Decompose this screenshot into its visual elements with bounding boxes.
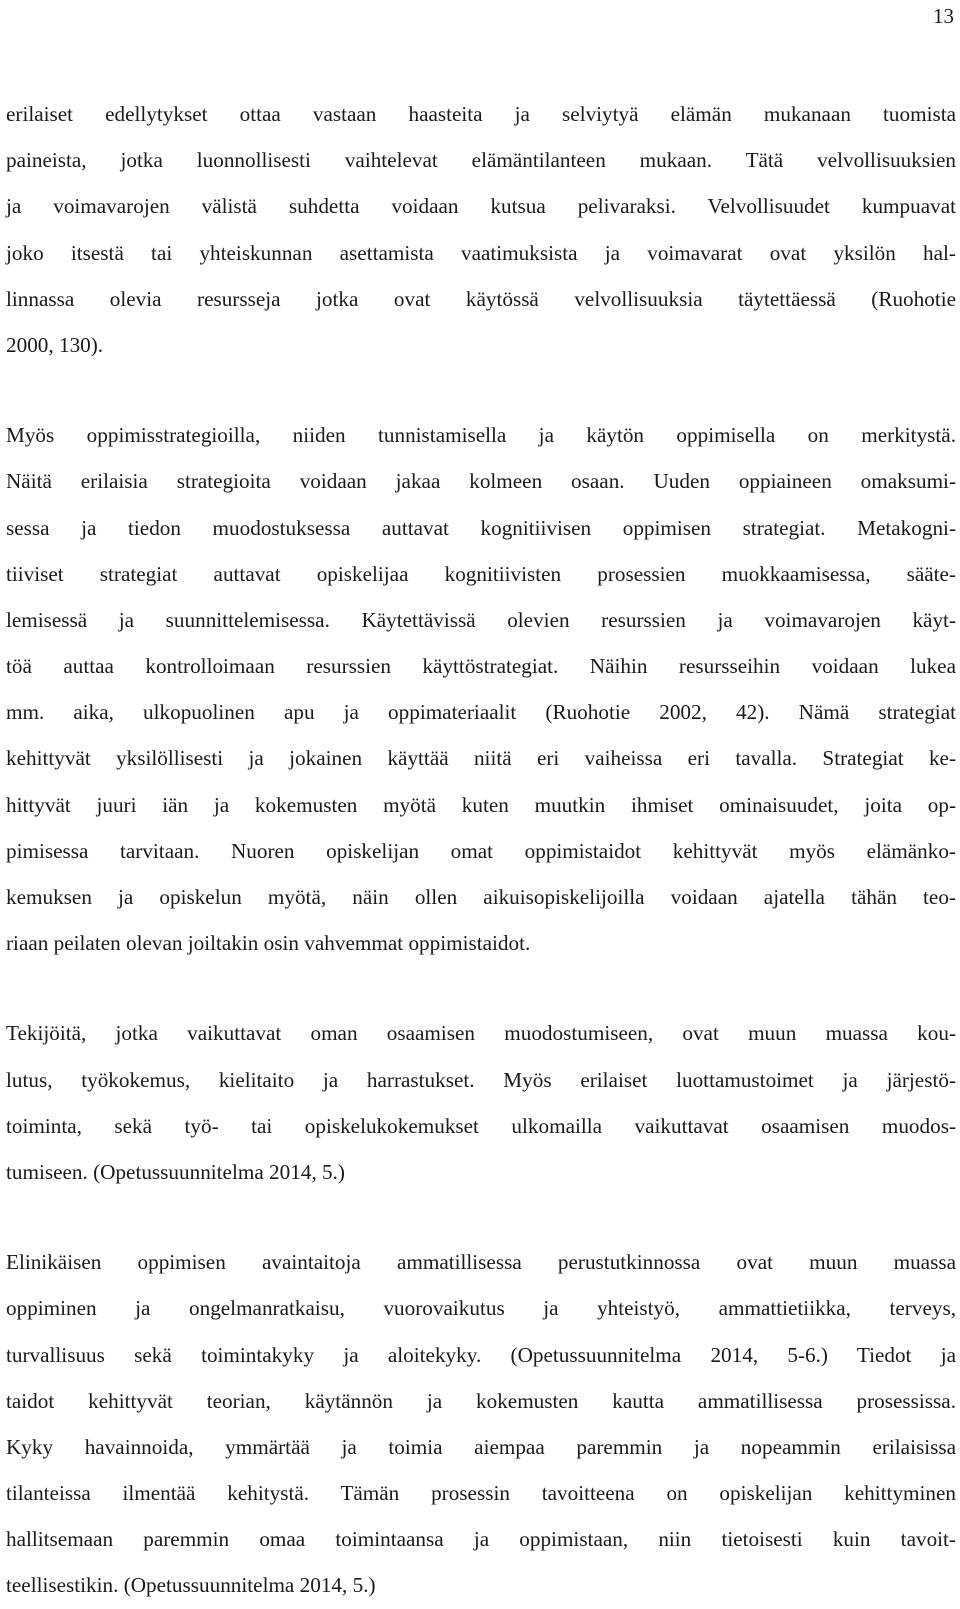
text-line: kehittyvät yksilöllisesti ja jokainen käyttää niitä eri vaiheissa eri tavalla. Strategiat ke- [6,746,956,771]
text-line: Kyky havainnoida, ymmärtää ja toimia aiempaa paremmin ja nopeammin erilaisissa [6,1434,956,1459]
text-line: riaan peilaten olevan joiltakin osin vahvemmat oppimistaidot. [6,931,531,956]
paragraph-2 [6,412,956,966]
text-line: lutus, työkokemus, kielitaito ja harrastukset. Myös erilaiset luottamustoimet ja järjestö- [6,1067,956,1092]
text-line: taidot kehittyvät teorian, käytännön ja kokemusten kautta ammatillisessa prosessissa. [6,1388,956,1413]
text-line: lemisessä ja suunnittelemisessa. Käytettävissä olevien resurssien ja voimavarojen käyt- [6,607,956,632]
text-line: 2000, 130). [6,332,104,357]
text-line: kemuksen ja opiskelun myötä, näin ollen aikuisopiskelijoilla voidaan ajatella tähän teo- [6,885,956,909]
text-line: erilaiset edellytykset ottaa vastaan haasteita ja selviytyä elämän mukanaan tuomista [6,102,956,126]
text-line: pimisessa tarvitaan. Nuoren opiskelijan omat oppimistaidot kehittyvät myös elämänko- [6,838,956,863]
text-line: Elinikäisen oppimisen avaintaitoja ammatillisessa perustutkinnossa ovat muun muassa [6,1250,956,1275]
text-line: teellisestikin. (Opetussuunnitelma 2014, 5.) [6,1573,376,1598]
paragraph-1 [6,91,956,368]
page-number: 13 [933,4,954,28]
text-line: tumiseen. (Opetussuunnitelma 2014, 5.) [6,1159,345,1184]
text-line: toiminta, sekä työ- tai opiskelukokemukset ulkomailla vaikuttavat osaamisen muodos- [6,1113,956,1138]
paragraph-3 [6,1010,956,1195]
text-line: tiiviset strategiat auttavat opiskelijaa kognitiivisten prosessien muokkaamisessa, sääte- [6,561,956,586]
text-line: ja voimavarojen välistä suhdetta voidaan kutsua pelivaraksi. Velvollisuudet kumpuavat [6,194,956,219]
text-line: oppiminen ja ongelmanratkaisu, vuorovaikutus ja yhteistyö, ammattietiikka, terveys, [6,1296,956,1321]
text-line: mm. aika, ulkopuolinen apu ja oppimateriaalit (Ruohotie 2002, 42). Nämä strategiat [6,700,956,725]
text-line: Myös oppimisstrategioilla, niiden tunnistamisella ja käytön oppimisella on merkitystä. [6,423,956,448]
text-line: turvallisuus sekä toimintakyky ja aloitekyky. (Opetussuunnitelma 2014, 5-6.) Tiedot ja [6,1342,956,1367]
document-body [6,91,956,1609]
text-line: töä auttaa kontrolloimaan resurssien käyttöstrategiat. Näihin resursseihin voidaan lukea [6,654,956,679]
text-line: tilanteissa ilmentää kehitystä. Tämän prosessin tavoitteena on opiskelijan kehittyminen [6,1481,956,1506]
text-line: Tekijöitä, jotka vaikuttavat oman osaamisen muodostumiseen, ovat muun muassa kou- [6,1021,956,1046]
text-line: Näitä erilaisia strategioita voidaan jakaa kolmeen osaan. Uuden oppiaineen omaksumi- [6,469,956,494]
paragraph-4 [6,1239,956,1609]
text-line: paineista, jotka luonnollisesti vaihtelevat elämäntilanteen mukaan. Tätä velvollisuuksien [6,148,956,173]
text-line: sessa ja tiedon muodostuksessa auttavat kognitiivisen oppimisen strategiat. Metakogni- [6,515,956,540]
text-line: hallitsemaan paremmin omaa toimintaansa ja oppimistaan, niin tietoisesti kuin tavoit- [6,1527,956,1552]
text-line: hittyvät juuri iän ja kokemusten myötä kuten muutkin ihmiset ominaisuudet, joita op- [6,792,956,817]
text-line: linnassa olevia resursseja jotka ovat käytössä velvollisuuksia täytettäessä (Ruohotie [6,286,956,311]
text-line: joko itsestä tai yhteiskunnan asettamista vaatimuksista ja voimavarat ovat yksilön hal- [6,240,956,265]
